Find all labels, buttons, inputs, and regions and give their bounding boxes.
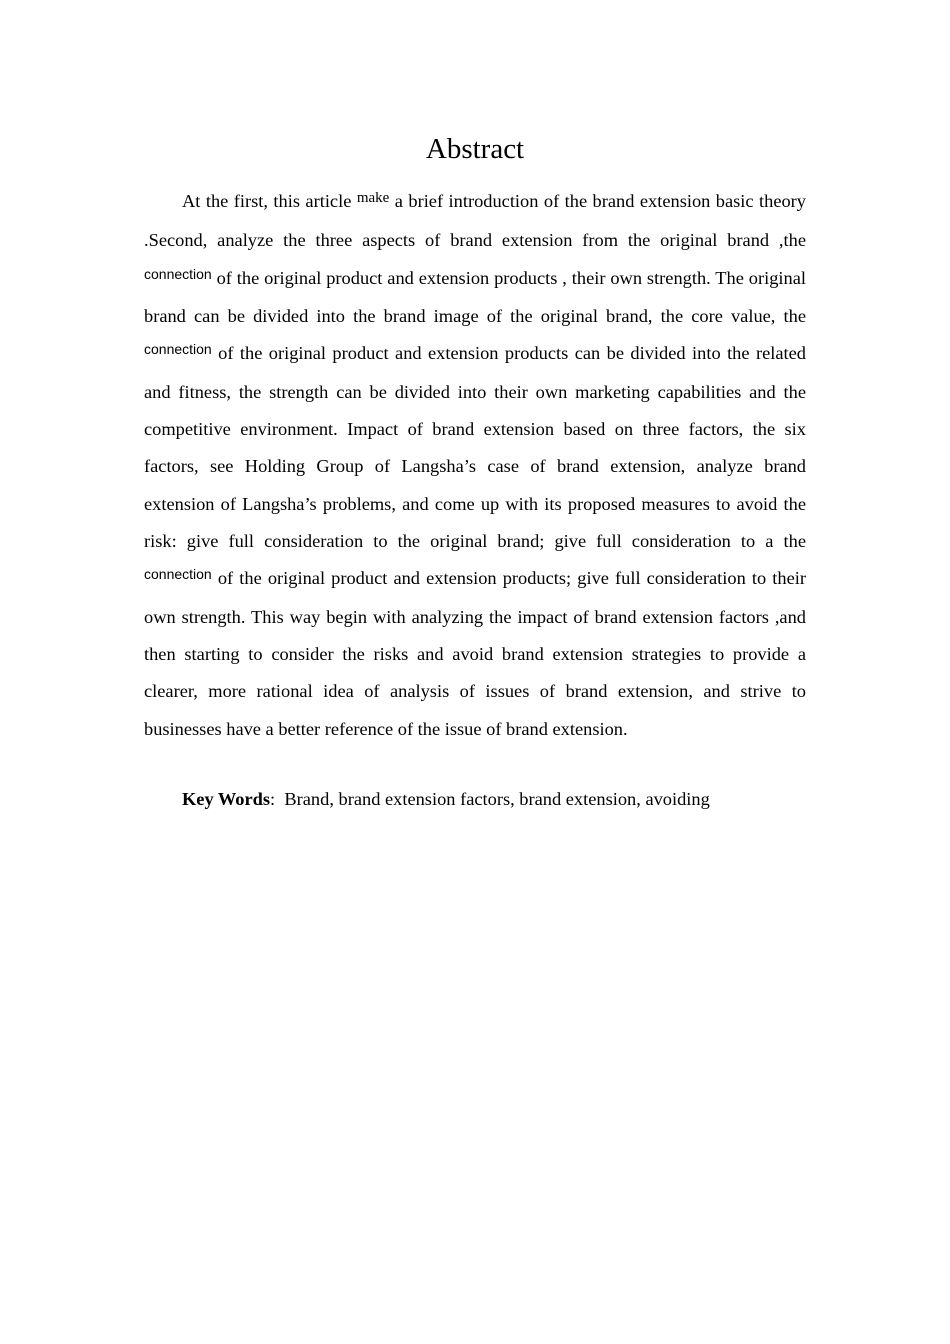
abstract-text-2: a brief introduction of the brand extension basic theory .Second, analyze the three aspects of brand extension from the original brand ,the bbox=[144, 191, 807, 251]
keywords-value: Brand, brand extension factors, brand extension, avoiding bbox=[284, 789, 710, 809]
inline-word-connection: connection bbox=[144, 566, 212, 583]
abstract-paragraph bbox=[144, 183, 806, 748]
abstract-text-1: At the first, this article bbox=[182, 191, 352, 211]
page-title: Abstract bbox=[425, 133, 525, 165]
keywords-label: Key Words bbox=[182, 789, 271, 809]
abstract-text-5: of the original product and extension products; give full consideration to their own strength. This way begin with analyzing the impact of brand extension factors ,and then starting to consider the risks and avoid brand extension strategies to provide a clearer, more rational idea of analysis of issues of brand extension, and strive to businesses have a better reference of the issue of brand extension. bbox=[144, 568, 806, 739]
abstract-text-3: of the original product and extension products , their own strength. The original brand can be divided into the brand image of the original brand, the core value, the bbox=[144, 267, 806, 327]
inline-word-make: make bbox=[356, 190, 390, 206]
keywords-line bbox=[182, 781, 806, 818]
keywords-separator: : bbox=[270, 789, 276, 809]
abstract-text-4: of the original product and extension products can be divided into the related and fitness, the strength can be divided into their own marketing capabilities and the competitive environment. Impact of brand extension based on three factors, the six factors, see Holding Group of Langsha’s case of brand extension, analyze brand extension of Langsha’s problems, and come up with its proposed measures to avoid the risk: give full consideration to the original brand; give full consideration to a the bbox=[144, 343, 806, 552]
inline-word-connection: connection bbox=[144, 341, 212, 358]
inline-word-connection: connection bbox=[144, 265, 212, 282]
